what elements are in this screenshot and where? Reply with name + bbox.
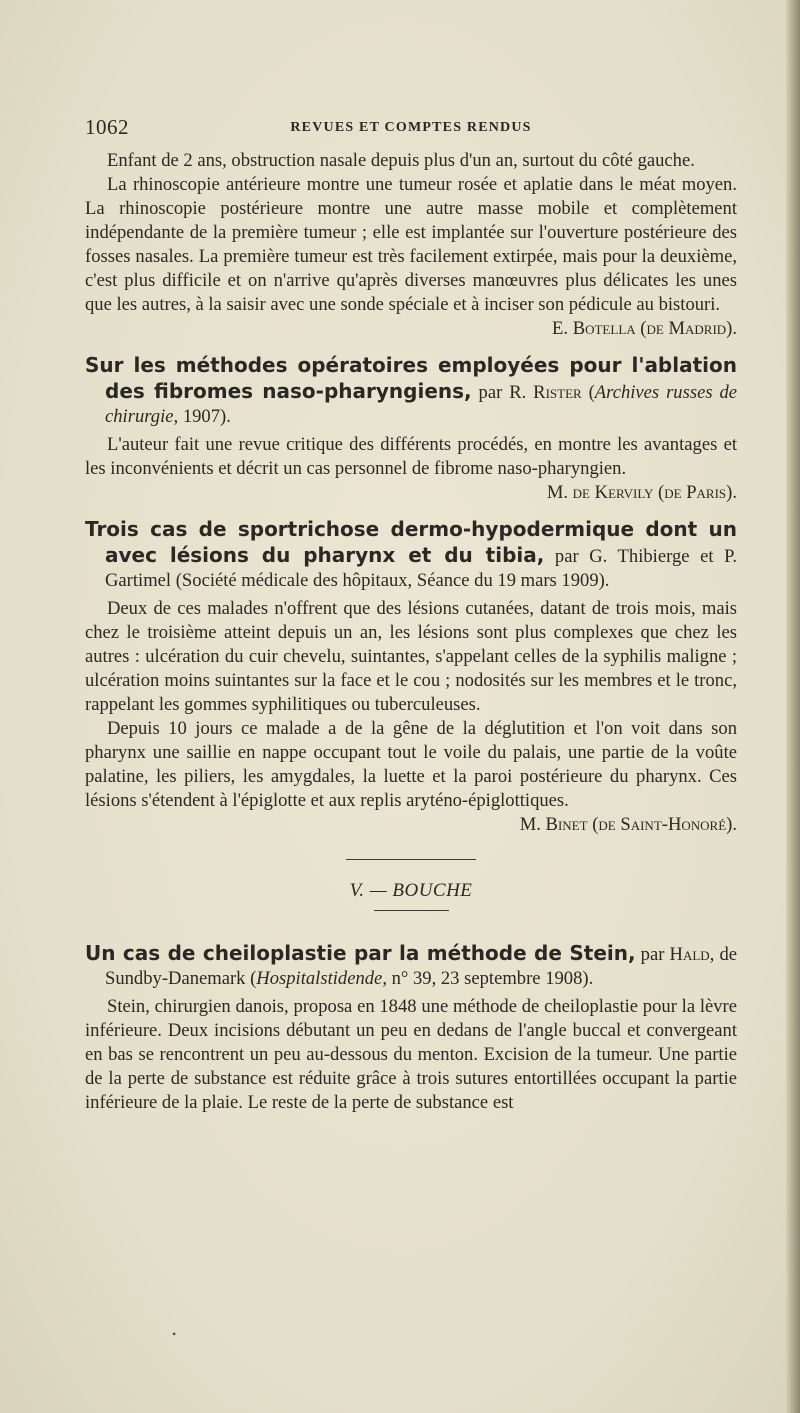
article-fibromes-body: L'auteur fait une revue critique des différents procédés, en montre les avantages et les inconvénients et décrit un cas personnel de fibrome naso-pharyngien. bbox=[85, 434, 737, 479]
article-cheiloplastie-place: , de Sundby-Danemark ( bbox=[105, 944, 737, 989]
article-cheiloplastie-heading bbox=[85, 941, 737, 991]
page-mark: • bbox=[172, 1327, 177, 1341]
page-edge bbox=[786, 0, 800, 1413]
article-cheiloplastie-body: Stein, chirurgien danois, proposa en 1848 une méthode de cheiloplastie pour la lèvre inférieure. Deux incisions débutant un peu en dedans de l'angle buccal et convergeant en bas se rencontrent un peu au-dessous du menton. Excision de la tumeur. Une partie de la perte de substance est réduite grâce à trois sutures entortillées occupant la partie inférieure de la plaie. Le reste de la perte de substance est bbox=[85, 996, 737, 1113]
article-sportrichose bbox=[85, 517, 737, 837]
page-content bbox=[85, 115, 737, 1115]
article-fibromes-source: Archives russes de chirurgie, bbox=[105, 382, 738, 427]
article-sportrichose-title: Trois cas de sportrichose dermo-hypodermique dont un avec lésions du pharynx et du tibia, bbox=[85, 517, 737, 567]
article-fibromes-source-close: 1907). bbox=[178, 406, 231, 427]
article-fibromes-heading bbox=[85, 353, 737, 429]
intro-signature: E. Botella (de Madrid). bbox=[552, 318, 737, 339]
intro-paragraph-1: Enfant de 2 ans, obstruction nasale depuis plus d'un an, surtout du côté gauche. bbox=[107, 150, 695, 171]
running-head bbox=[85, 115, 737, 149]
section-heading: V. — BOUCHE bbox=[349, 880, 473, 901]
running-head-title: REVUES ET COMPTES RENDUS bbox=[290, 120, 532, 135]
article-cheiloplastie-source-close: n° 39, 23 septembre 1908). bbox=[386, 968, 594, 989]
article-fibromes-title: Sur les méthodes opératoires employées pour l'ablation des fibromes naso-pharyngiens, bbox=[85, 353, 737, 403]
article-sportrichose-byline: par G. Thibierge et P. Gartimel (Société médicale des hôpitaux, Séance du 19 mars 1909). bbox=[105, 546, 737, 591]
article-sportrichose-paragraph-2: Depuis 10 jours ce malade a de la gêne de la déglutition et l'on voit dans son pharynx une saillie en nappe occupant tout le voile du palais, une partie de la voûte palatine, les piliers, les amygdales, la luette et la paroi postérieure du pharynx. Ces lésions s'étendent à l'épiglotte et aux replis aryténo-épiglottiques. bbox=[85, 718, 737, 811]
intro-paragraph-2: La rhinoscopie antérieure montre une tumeur rosée et aplatie dans le méat moyen. La rhinoscopie postérieure montre une autre masse mobile et complètement indépendante de la première tumeur ; elle est implantée sur l'ouverture postérieure des fosses nasales. La première tumeur est très facilement extirpée, mais pour la deuxième, c'est plus difficile et on n'arrive qu'après diverses manœuvres plus délicates les unes que les autres, à la saisir avec une sonde spéciale et à inciser son pédicule au bistouri. bbox=[85, 174, 737, 315]
article-cheiloplastie bbox=[85, 941, 737, 1115]
article-cheiloplastie-author: Hald bbox=[669, 944, 710, 965]
section-heading-underline bbox=[374, 910, 449, 911]
page-number: 1062 bbox=[85, 115, 129, 139]
article-cheiloplastie-by: par bbox=[635, 944, 670, 965]
article-sportrichose-signature: M. Binet (de Saint-Honoré). bbox=[519, 814, 737, 835]
article-cheiloplastie-source: Hospitalstidende, bbox=[256, 968, 387, 989]
article-sportrichose-heading bbox=[85, 517, 737, 593]
article-fibromes-signature: M. de Kervily (de Paris). bbox=[546, 482, 737, 503]
article-fibromes-by: par R. bbox=[471, 382, 534, 403]
article-fibromes-author: Rister bbox=[533, 382, 582, 403]
article-sportrichose-paragraph-1: Deux de ces malades n'offrent que des lésions cutanées, datant de trois mois, mais chez le troisième atteint depuis un an, les lésions sont plus complexes que chez les autres : ulcération du cuir chevelu, suintantes, s'appelant celles de la syphilis maligne ; ulcération moins suintantes sur la face et le cou ; nodosités sur les membres et le tronc, rappelant les gommes syphilitiques ou tuberculeuses. bbox=[85, 598, 737, 715]
article-fibromes bbox=[85, 353, 737, 505]
article-fibromes-source-open: ( bbox=[581, 382, 595, 403]
article-cheiloplastie-title: Un cas de cheiloplastie par la méthode de Stein, bbox=[85, 941, 636, 965]
intro-article bbox=[85, 149, 737, 341]
section-divider bbox=[346, 859, 476, 860]
